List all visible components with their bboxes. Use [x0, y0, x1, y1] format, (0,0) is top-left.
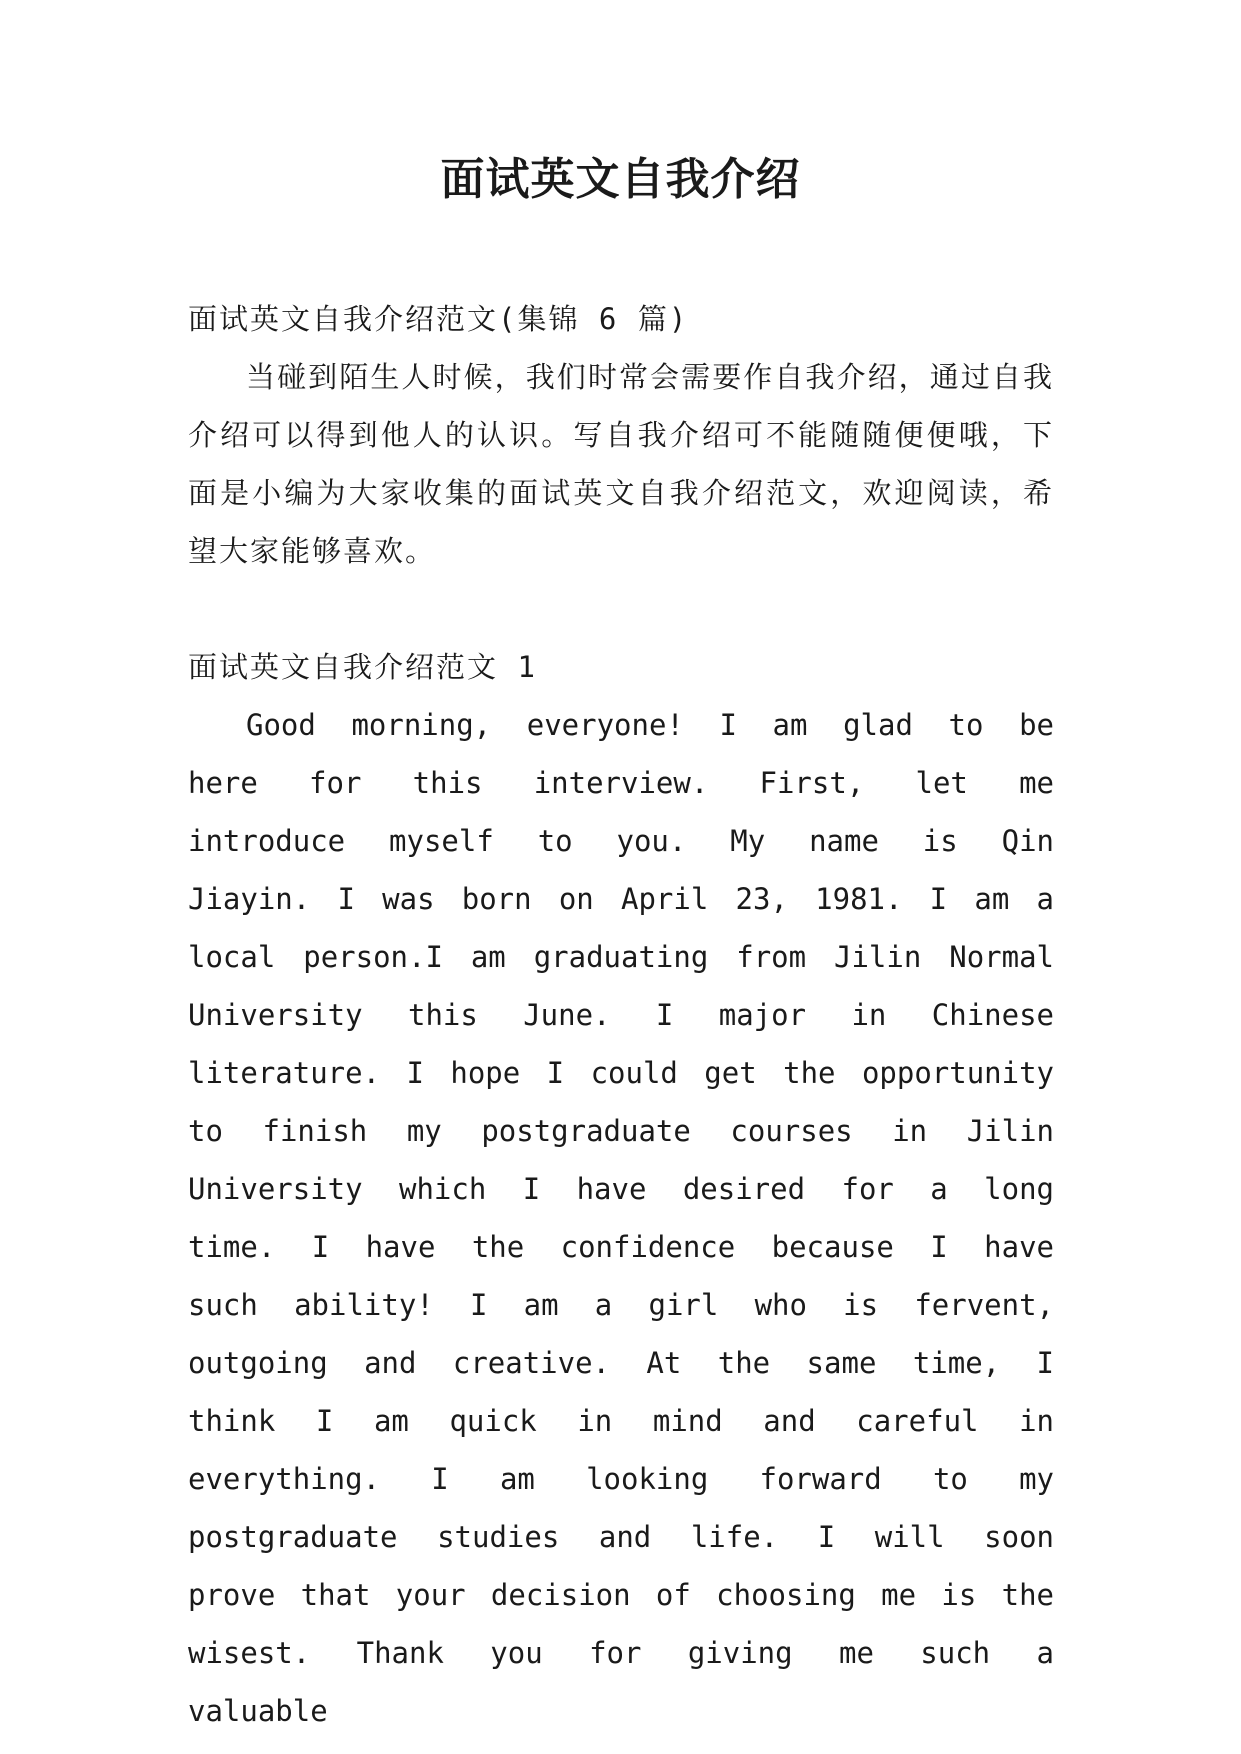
document-title: 面试英文自我介绍 [440, 154, 801, 205]
document-subtitle: 面试英文自我介绍范文(集锦 6 篇) [188, 302, 689, 336]
section-paragraph: Good morning, everyone! I am glad to be here for this interview. First, let me introduce myself to you. My name is Qin Jiayin. I was born on April 23, 1981. I am a local person.I am graduating from Jilin Normal University this June. I major in Chinese literature. I hope I could get the opportunity to finish my postgraduate courses in Jilin University which I have desired for a long time. I have the confidence because I have such ability! I am a girl who is fervent, outgoing and creative. At the same time, I think I am quick in mind and careful in everything. I am looking forward to my postgraduate studies and life. I will soon prove that your decision of choosing me is the wisest. Thank you for giving me such a valuable [188, 708, 1054, 1728]
document-body [188, 290, 1054, 1740]
paragraph-spacer [188, 580, 1054, 638]
intro-paragraph: 当碰到陌生人时候，我们时常会需要作自我介绍，通过自我介绍可以得到他人的认识。写自我介绍可不能随随便便哦，下面是小编为大家收集的面试英文自我介绍范文，欢迎阅读，希望大家能够喜欢。 [188, 360, 1054, 568]
section-heading: 面试英文自我介绍范文 1 [188, 650, 537, 684]
